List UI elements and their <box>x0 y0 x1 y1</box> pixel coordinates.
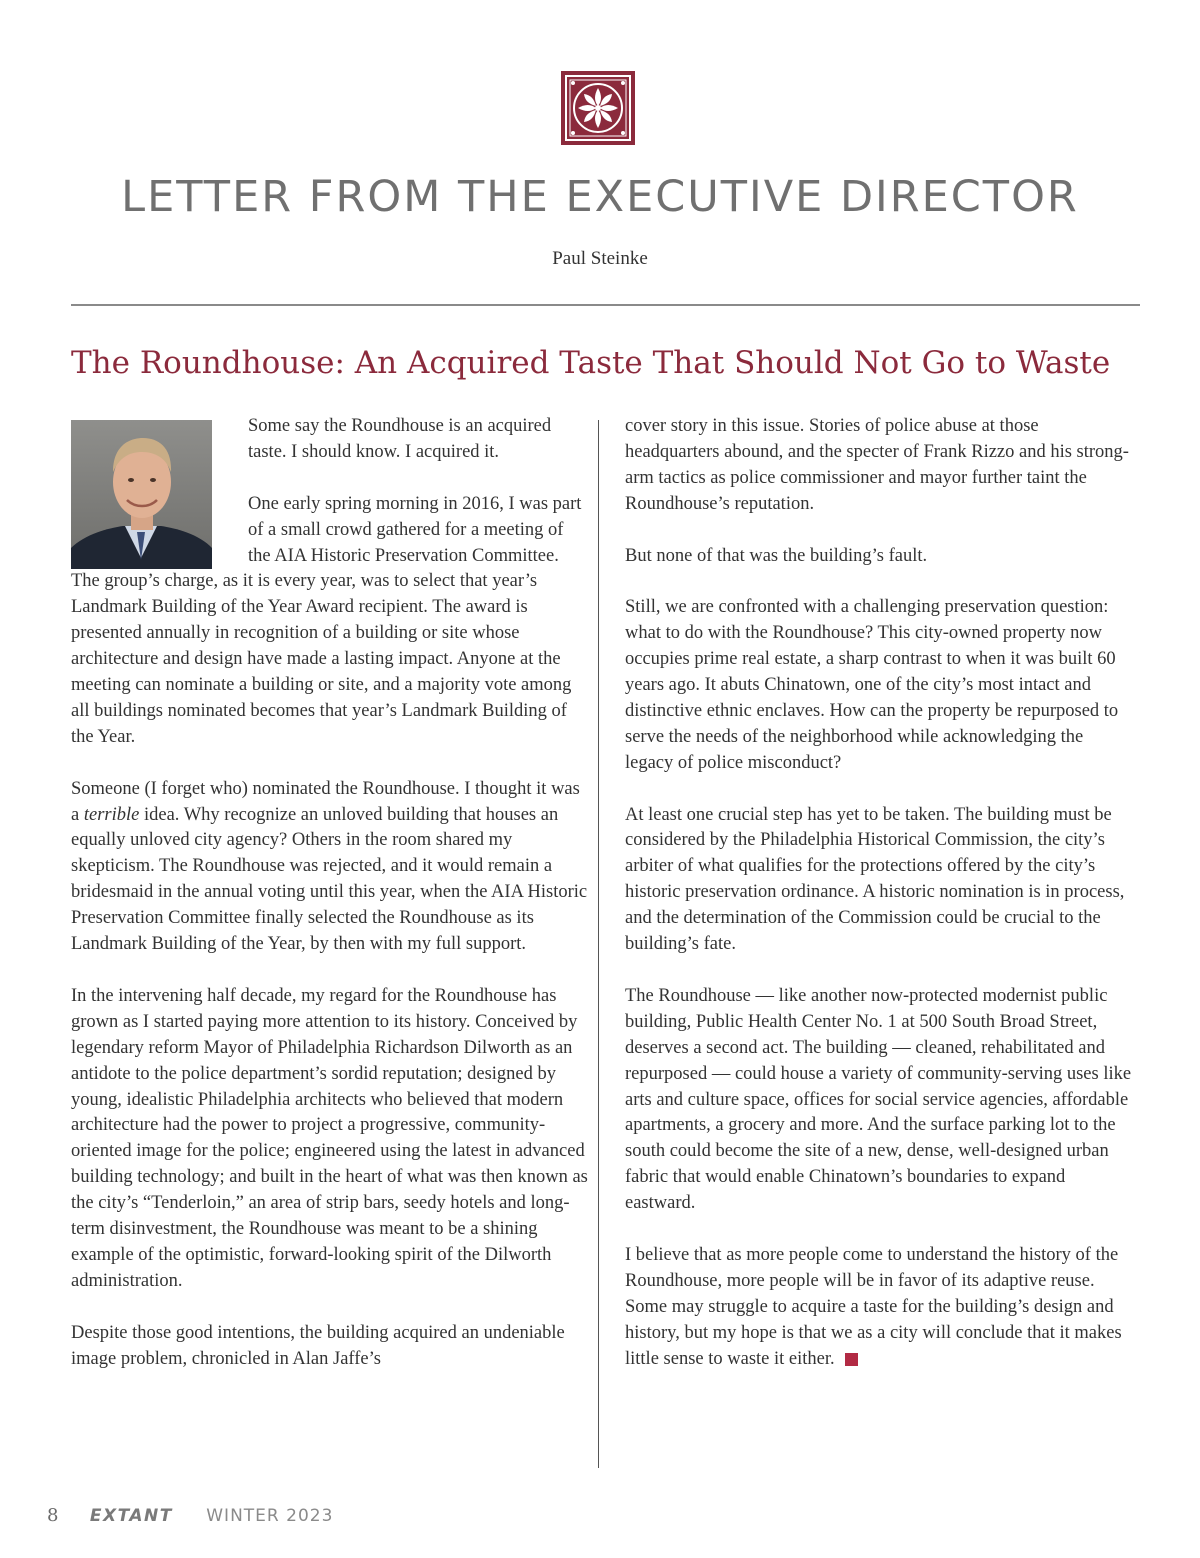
paragraph: One early spring morning in 2016, I was part of a small crowd gathered for a meeting of the AIA Historic Preservation Committee. The group’s charge, as it is every year, was to select that year’s Landmark Building of the Year Award recipient. The award is presented annually in recognition of a building or site whose architecture and design have made a lasting impact. Anyone at the meeting can nominate a building or site, and a majority vote among all buildings nominated becomes that year’s Landmark Building of the Year. <box>71 493 582 747</box>
magazine-name: EXTANT <box>89 1506 173 1526</box>
ornamental-tile-icon <box>561 71 635 145</box>
paragraph: Someone (I forget who) nominated the Roundhouse. I thought it was a terrible idea. Why recognize an unloved building that houses an equally unloved city agency? Others in the room shared my skepticism. The Roundhouse was rejected, and it would remain a bridesmaid in the annual voting until this year, when the AIA Historic Preservation Committee finally selected the Roundhouse as its Landmark Building of the Year, by then with my full support. <box>71 778 588 955</box>
paragraph: Some say the Roundhouse is an acquired taste. I should know. I acquired it. <box>248 416 552 462</box>
author-byline: Paul Steinke <box>552 248 648 269</box>
header-divider <box>71 304 1140 306</box>
page-number: 8 <box>47 1505 59 1526</box>
author-portrait <box>71 420 212 569</box>
column-divider <box>598 420 599 1468</box>
paragraph: Still, we are confronted with a challenging preservation question: what to do with the Roundhouse? This city-owned property now occupies prime real estate, a sharp contrast to when it was built 60 years ago. It abuts Chinatown, one of the city’s most intact and distinctive ethnic enclaves. How can the property be repurposed to serve the needs of the neighborhood while acknowledging the legacy of police misconduct? <box>625 597 1119 773</box>
paragraph: In the intervening half decade, my regard for the Roundhouse has grown as I started paying more attention to its history. Conceived by legendary reform Mayor of Philadelphia Richardson Dilworth as an antidote to the police department’s sordid reputation; designed by young, idealistic Philadelphia architects who believed that modern architecture had the power to project a progressive, community-oriented image for the police; engineered using the latest in advanced building technology; and built in the heart of what was then known as the city’s “Tenderloin,” an area of strip bars, seedy hotels and long-term disinvestment, the Roundhouse was meant to be a shining example of the optimistic, forward-looking spirit of the Dilworth administration. <box>71 985 588 1291</box>
left-column <box>71 414 589 1398</box>
end-mark-icon <box>845 1353 858 1366</box>
paragraph: The Roundhouse — like another now-protected modernist public building, Public Health Center No. 1 at 500 South Broad Street, deserves a second act. The building — cleaned, rehabilitated and repurposed — could house a variety of community-serving uses like arts and culture space, offices for social service agencies, affordable apartments, a grocery and more. And the surface parking lot to the south could become the site of a new, dense, well-designed urban fabric that would enable Chinatown’s boundaries to expand eastward. <box>625 985 1132 1214</box>
section-title: LETTER FROM THE EXECUTIVE DIRECTOR <box>121 172 1079 222</box>
emphasis: terrible <box>83 804 140 825</box>
paragraph: But none of that was the building’s fault. <box>625 545 928 566</box>
paragraph: Despite those good intentions, the building acquired an undeniable image problem, chronicled in Alan Jaffe’s <box>71 1322 565 1369</box>
issue-date: WINTER 2023 <box>206 1506 334 1526</box>
paragraph: cover story in this issue. Stories of police abuse at those headquarters abound, and the specter of Frank Rizzo and his strong-arm tactics as police commissioner and mayor further taint the Roundhouse’s reputation. <box>625 416 1129 514</box>
article-headline: The Roundhouse: An Acquired Taste That Should Not Go to Waste <box>71 345 1111 381</box>
page-footer <box>47 1505 333 1526</box>
paragraph: I believe that as more people come to understand the history of the Roundhouse, more people will be in favor of its adaptive reuse. Some may struggle to acquire a taste for the building’s design and history, but my hope is that we as a city will conclude that it makes little sense to waste it either. <box>625 1244 1122 1369</box>
paragraph: At least one crucial step has yet to be taken. The building must be considered by the Philadelphia Historical Commission, the city’s arbiter of what qualifies for the protections offered by the city’s historic preservation ordinance. A historic nomination is in process, and the determination of the Commission could be crucial to the building’s fate. <box>625 804 1125 955</box>
right-column <box>625 414 1135 1398</box>
